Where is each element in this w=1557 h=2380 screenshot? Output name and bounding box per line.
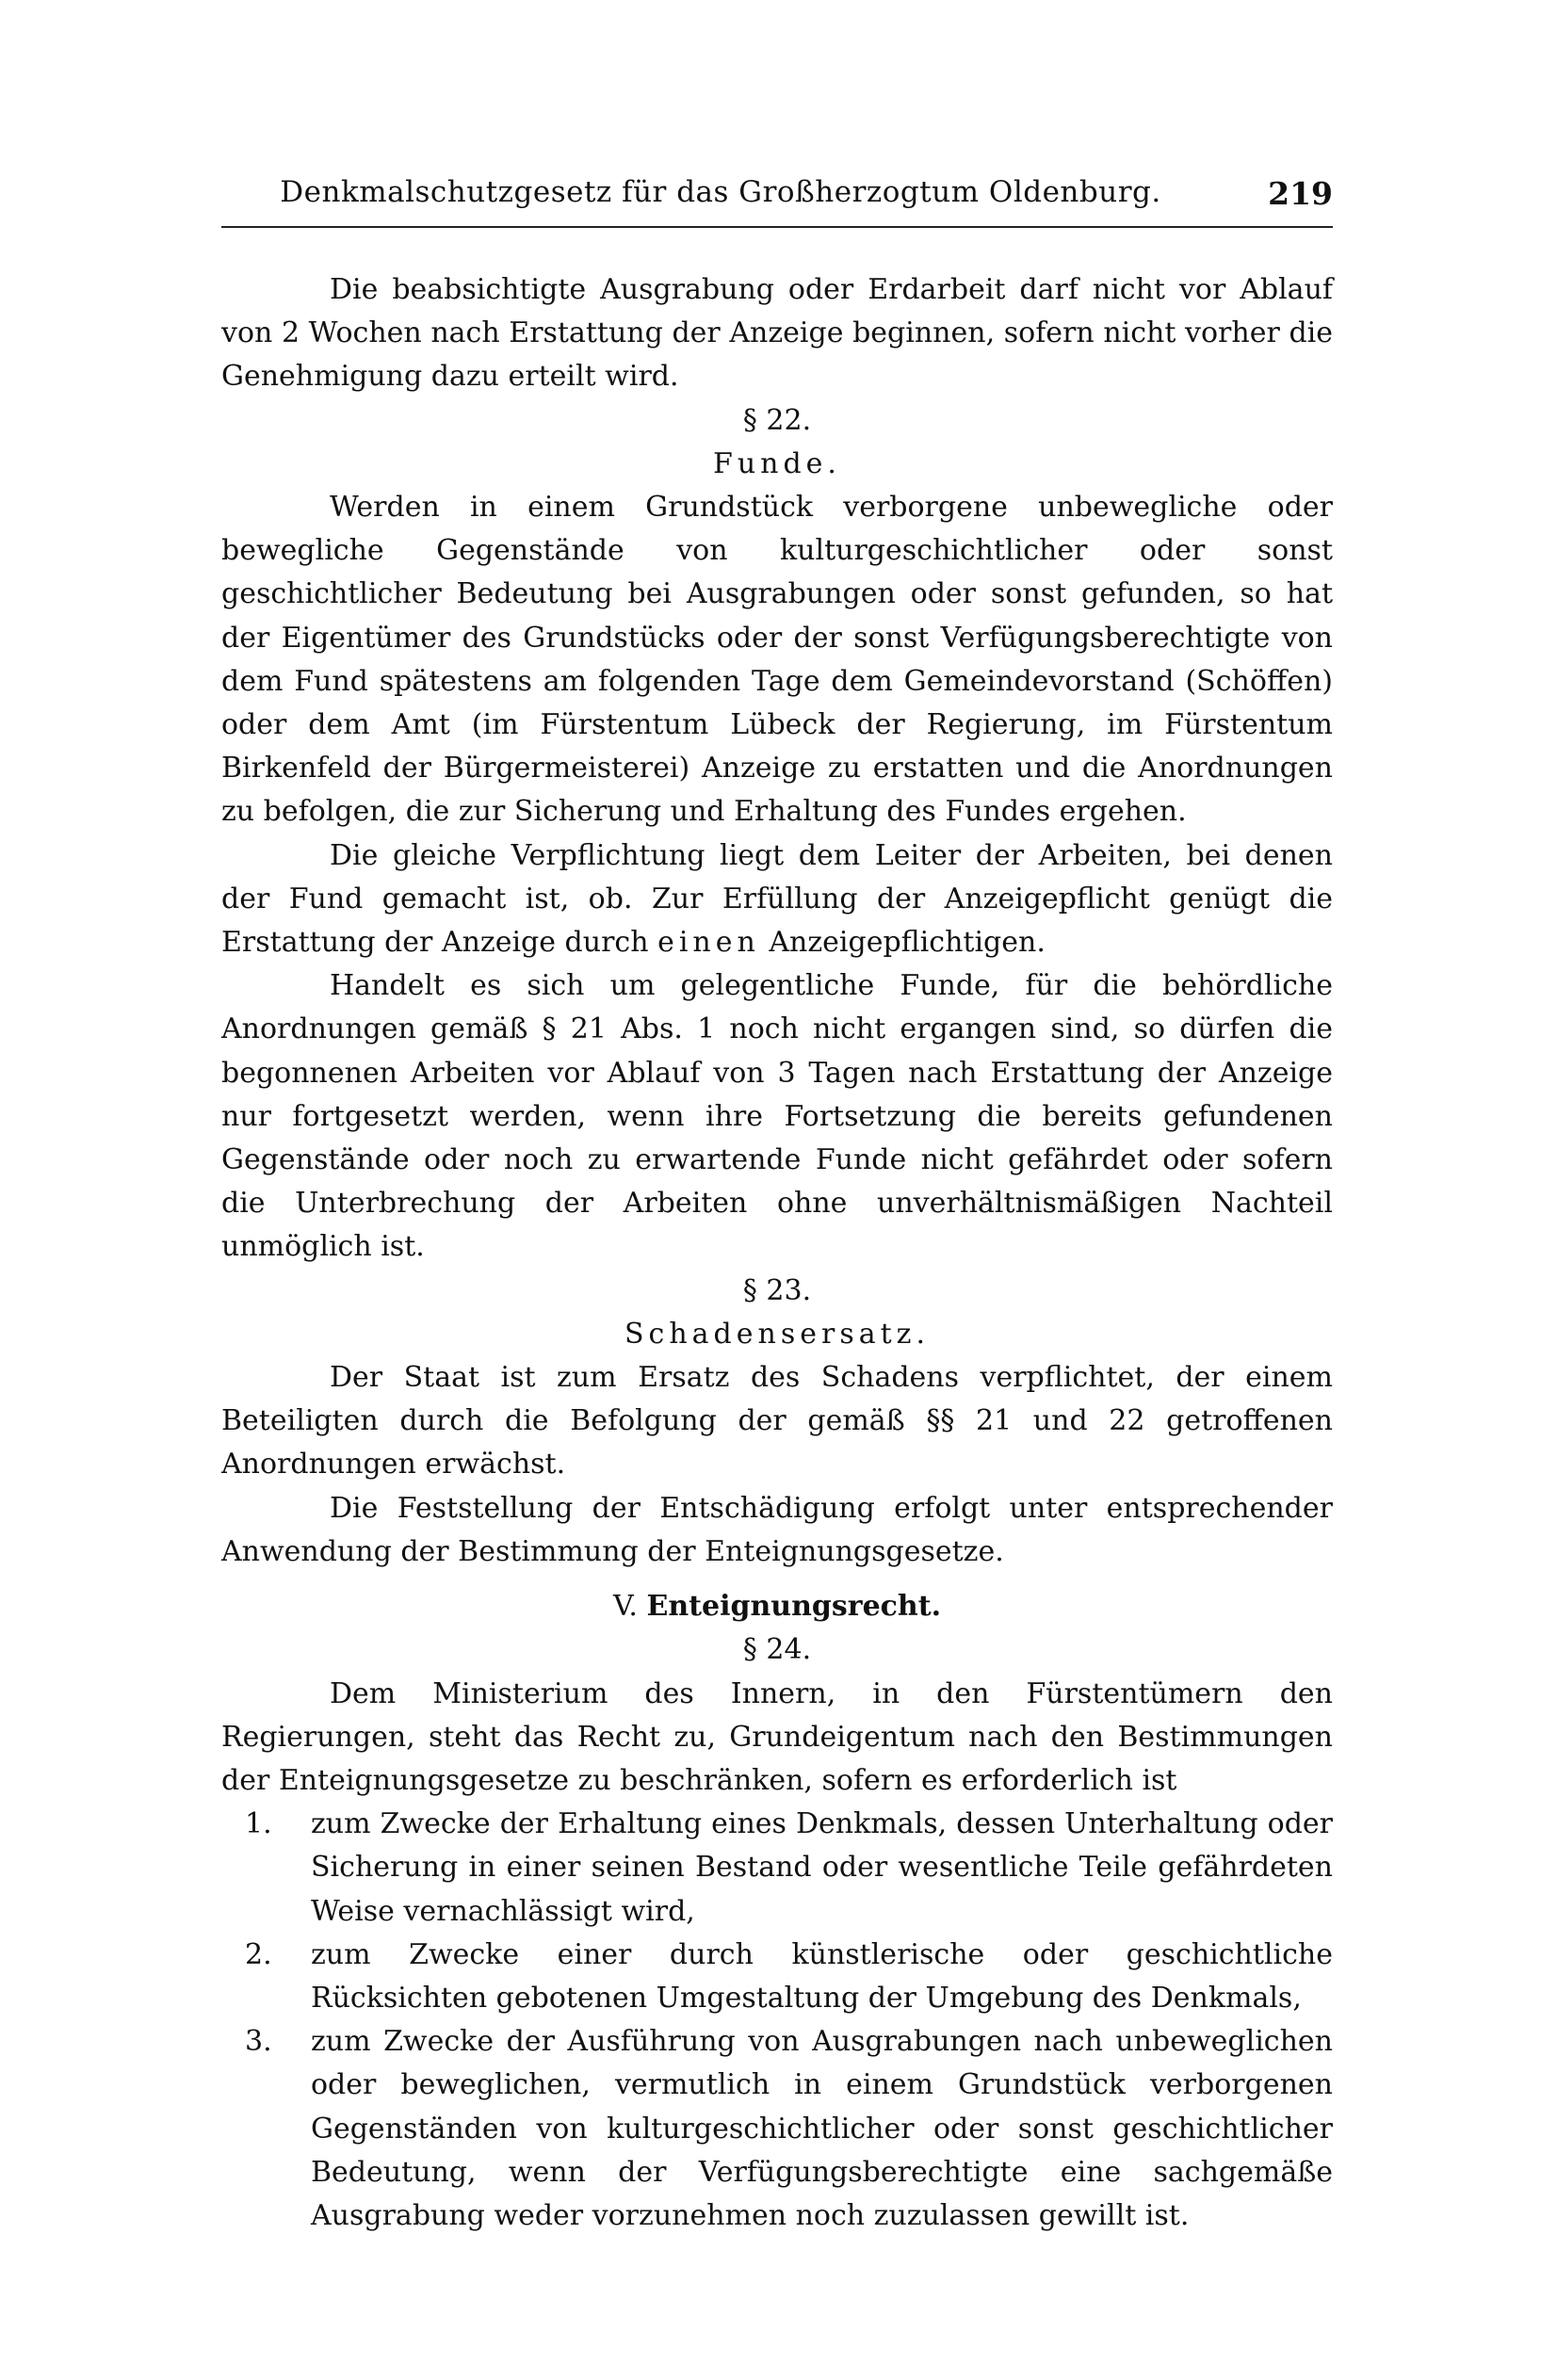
intro-paragraph: Die beabsichtigte Ausgrabung oder Erdarbeit darf nicht vor Ablauf von 2 Wochen nach Erstattung der Anzeige beginnen, sofern nicht vorher die Genehmigung dazu erteilt wird. bbox=[221, 273, 1333, 394]
paragraph-23-text-1: Der Staat ist zum Ersatz des Schadens verpflichtet, der einem Beteiligten durch die Befolgung der gemäß §§ 21 und 22 getroffenen Anordnungen erwächst. bbox=[221, 1361, 1333, 1481]
emphasis-einen: einen bbox=[657, 926, 760, 960]
list-item-number: 1. bbox=[245, 1807, 272, 1841]
paragraph-22-number: § 22. bbox=[742, 403, 812, 437]
paragraph-22-text-2c: Anzeigepflichtigen. bbox=[759, 926, 1046, 960]
list-item-text: zum Zwecke der Ausführung von Ausgrabungen nach unbeweglichen oder beweglichen, vermutlich in einem Grundstück verborgenen Gegenständen von kulturgeschichtlicher oder sonst geschichtlicher Bedeutung, wenn der Verfügungsberechtigte eine sachgemäße Ausgrabung weder vorzunehmen noch zuzulassen gewillt ist. bbox=[311, 2025, 1333, 2232]
page-body bbox=[221, 268, 1333, 2238]
list-item bbox=[221, 1803, 1333, 1934]
list-item bbox=[221, 1934, 1333, 2020]
list-item bbox=[221, 2020, 1333, 2238]
paragraph-22-text-1: Werden in einem Grundstück verborgene unbewegliche oder bewegliche Gegenstände von kulturgeschichtlicher oder sonst geschichtlicher Bedeutung bei Ausgrabungen oder sonst gefunden, so hat der Eigentümer des Grundstücks oder der sonst Verfügungsberechtigte von dem Fund spätestens am folgenden Tage dem Gemeindevorstand (Schöffen) oder dem Amt (im Fürstentum Lübeck der Regierung, im Fürstentum Birkenfeld der Bürgermeisterei) Anzeige zu erstatten und die Anordnungen zu befolgen, die zur Sicherung und Erhaltung des Fundes ergehen. bbox=[221, 491, 1333, 829]
list-item-number: 2. bbox=[245, 1937, 272, 1971]
list-item-text: zum Zwecke einer durch künstlerische oder geschichtliche Rücksichten gebotenen Umgestaltung der Umgebung des Denkmals, bbox=[311, 1937, 1333, 2015]
paragraph-22-title: Funde. bbox=[713, 446, 841, 480]
list-item-number: 3. bbox=[245, 2025, 272, 2059]
paragraph-23-number: § 23. bbox=[742, 1273, 812, 1307]
paragraph-22-text-2 bbox=[221, 834, 1333, 965]
paragraph-22-text-2a: Die gleiche Verpflichtung liegt dem Leiter der Arbeiten, bei denen der Fund gemacht ist, ob. Zur Erfüllung der Anzeigepflicht genügt die Erstattung der Anzeige durch bbox=[221, 838, 1333, 960]
paragraph-23-title: Schadensersatz. bbox=[624, 1317, 930, 1351]
section-v-numeral: V. bbox=[612, 1590, 638, 1624]
page-header bbox=[221, 175, 1333, 222]
list-item-text: zum Zwecke der Erhaltung eines Denkmals, dessen Unterhaltung oder Sicherung in einer seinen Bestand oder wesentliche Teile gefährdeten Weise vernachlässigt wird, bbox=[311, 1807, 1333, 1928]
paragraph-24-number: § 24. bbox=[742, 1633, 812, 1667]
running-title: Denkmalschutzgesetz für das Großherzogtum Oldenburg. bbox=[280, 175, 1161, 209]
paragraph-22-text-3: Handelt es sich um gelegentliche Funde, für die behördliche Anordnungen gemäß § 21 Abs. 1 noch nicht ergangen sind, so dürfen die begonnenen Arbeiten vor Ablauf von 3 Tagen nach Erstattung der Anzeige nur fortgesetzt werden, wenn ihre Fortsetzung die bereits gefundenen Gegenstände oder noch zu erwartende Funde nicht gefährdet oder sofern die Unterbrechung der Arbeiten ohne unverhältnismäßigen Nachteil unmöglich ist. bbox=[221, 969, 1333, 1264]
paragraph-24-intro: Dem Ministerium des Innern, in den Fürstentümern den Regierungen, steht das Recht zu, Grundeigentum nach den Bestimmungen der Enteignungsgesetze zu beschränken, sofern es erforderlich ist bbox=[221, 1676, 1333, 1797]
section-v-heading bbox=[221, 1585, 1333, 1628]
section-v-title: Enteignungsrecht. bbox=[646, 1590, 942, 1624]
page-number: 219 bbox=[1268, 175, 1333, 212]
header-rule bbox=[221, 226, 1333, 228]
paragraph-23-text-2: Die Feststellung der Entschädigung erfolgt unter entsprechender Anwendung der Bestimmung der Enteignungsgesetze. bbox=[221, 1491, 1333, 1568]
